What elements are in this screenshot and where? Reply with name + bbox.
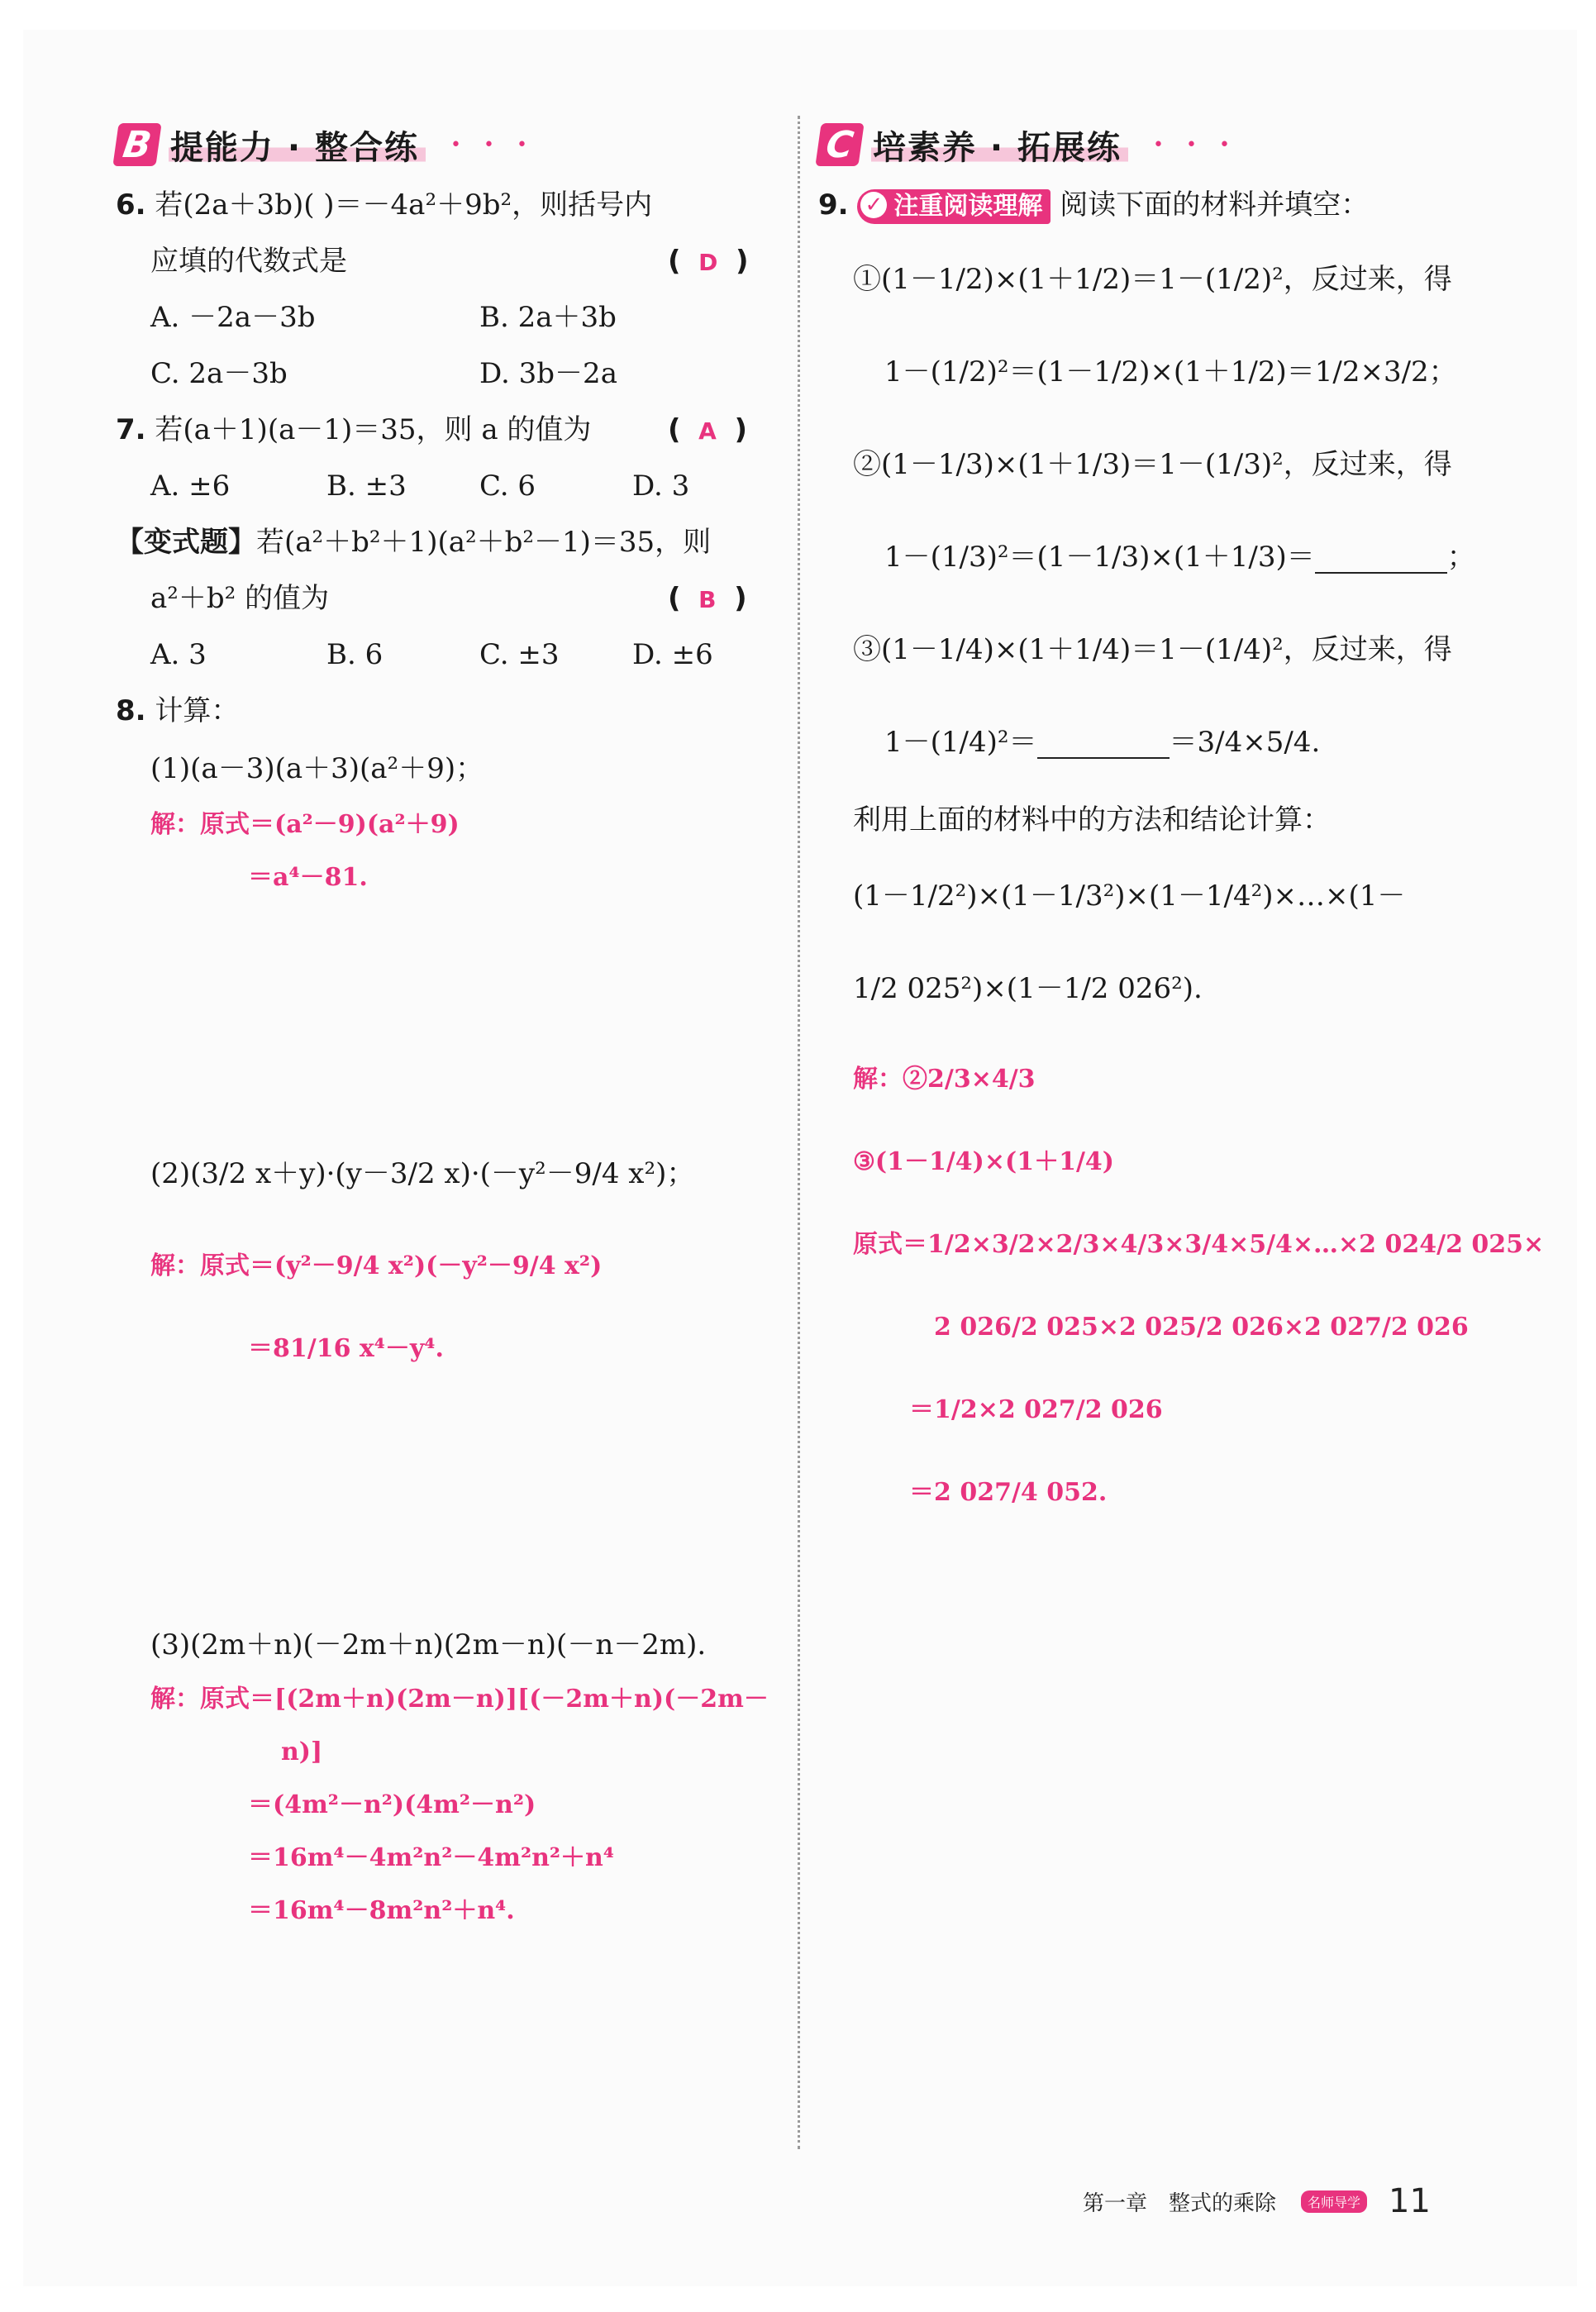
q9-line3: ②(1－1/3)×(1＋1/3)＝1－(1/3)²，反过来，得 xyxy=(853,448,1452,481)
q8-part1: (1)(a－3)(a＋3)(a²＋9)； xyxy=(150,752,484,785)
section-c-title: 培素养 · 拓展练 xyxy=(871,122,1128,169)
q9-line6-right: ＝3/4×5/4. xyxy=(1169,726,1321,759)
q8-solution3-line5: ＝16m⁴－8m²n²＋n⁴. xyxy=(248,1896,515,1925)
q7-answer-paren: ( A ) xyxy=(668,413,748,446)
q6-stem-line2: 应填的代数式是 xyxy=(150,245,347,278)
q9-solution-line2: ③(1－1/4)×(1＋1/4) xyxy=(853,1147,1114,1176)
q9-solution-line4: 2 026/2 025×2 025/2 026×2 027/2 026 xyxy=(934,1313,1469,1342)
q9-line4 xyxy=(884,541,1475,574)
q8-solution2-line1: 解：原式＝(y²－9/4 x²)(－y²－9/4 x²) xyxy=(150,1251,603,1280)
q8-solution3-line2: n)] xyxy=(281,1738,323,1766)
q6-stem-line1: 若(2a＋3b)( )＝－4a²＋9b²，则括号内 xyxy=(155,188,653,222)
q9-line6 xyxy=(884,726,1320,759)
q8-solution3-line3: ＝(4m²－n²)(4m²－n²) xyxy=(248,1790,536,1819)
q6-answer: D xyxy=(698,249,718,276)
q7-number: 7. xyxy=(116,413,146,446)
publisher-logo: 名师导学 xyxy=(1301,2190,1367,2213)
q9-solution-line1: 解：②2/3×4/3 xyxy=(853,1065,1036,1094)
q9-number: 9. xyxy=(818,188,849,222)
q6-stem xyxy=(116,188,652,222)
q6-number: 6. xyxy=(116,188,146,222)
q6-option-d: D. 3b－2a xyxy=(479,357,617,390)
section-b-header xyxy=(116,116,536,174)
q7-variant-option-b: B. 6 xyxy=(326,638,384,671)
q7-option-d: D. 3 xyxy=(632,470,690,503)
q7-variant-label: 【变式题】 xyxy=(116,526,256,559)
q8-part2: (2)(3/2 x＋y)·(y－3/2 x)·(－y²－9/4 x²)； xyxy=(150,1157,695,1190)
q9-line5: ③(1－1/4)×(1＋1/4)＝1－(1/4)²，反过来，得 xyxy=(853,633,1452,666)
q9-tag xyxy=(857,189,1051,224)
q7-variant-line1: 若(a²＋b²＋1)(a²＋b²－1)＝35，则 xyxy=(256,526,712,559)
section-b-badge: B xyxy=(112,123,161,166)
q7-answer: A xyxy=(698,417,717,445)
q7-variant-answer-paren: ( B ) xyxy=(668,582,747,615)
q9-blank-3 xyxy=(1037,732,1170,759)
section-c-header xyxy=(818,116,1238,174)
q7-variant xyxy=(116,526,711,559)
q9-intro: 阅读下面的材料并填空： xyxy=(1060,188,1370,222)
q8-part3: (3)(2m＋n)(－2m＋n)(2m－n)(－n－2m). xyxy=(150,1628,707,1661)
q8-number: 8. xyxy=(116,694,146,727)
q9-line2: 1－(1/2)²＝(1－1/2)×(1＋1/2)＝1/2×3/2； xyxy=(884,355,1457,389)
q8-solution1-line1: 解：原式＝(a²－9)(a²＋9) xyxy=(150,810,460,839)
q7-variant-option-d: D. ±6 xyxy=(632,638,713,671)
section-b-dots: • • • xyxy=(450,134,536,155)
q9-solution-line5: ＝1/2×2 027/2 026 xyxy=(909,1395,1163,1424)
check-icon: ✓ xyxy=(860,192,887,218)
q8-stem-text: 计算： xyxy=(155,694,240,727)
q7-variant-option-a: A. 3 xyxy=(150,638,207,671)
q7-variant-option-c: C. ±3 xyxy=(479,638,560,671)
q9-expression-line2: 1/2 025²)×(1－1/2 026²). xyxy=(853,972,1203,1005)
q9-tag-text: 注重阅读理解 xyxy=(893,192,1043,221)
q9-line1: ①(1－1/2)×(1＋1/2)＝1－(1/2)²，反过来，得 xyxy=(853,263,1452,296)
q9-stem xyxy=(818,188,1369,224)
q8-solution3-line1: 解：原式＝[(2m＋n)(2m－n)][(－2m＋n)(－2m－ xyxy=(150,1685,769,1714)
q7-stem-text: 若(a＋1)(a－1)＝35，则 a 的值为 xyxy=(155,413,592,446)
section-c-dots: • • • xyxy=(1153,134,1238,155)
q9-solution-line3: 原式＝1/2×3/2×2/3×4/3×3/4×5/4×…×2 024/2 025× xyxy=(853,1230,1545,1259)
q9-expression-line1: (1－1/2²)×(1－1/3²)×(1－1/4²)×…×(1－ xyxy=(853,880,1406,913)
q7-stem xyxy=(116,413,591,446)
q9-task: 利用上面的材料中的方法和结论计算： xyxy=(853,803,1331,837)
q8-stem xyxy=(116,694,239,727)
section-b-title: 提能力 · 整合练 xyxy=(169,122,426,169)
column-divider xyxy=(798,116,800,2149)
q6-option-c: C. 2a－3b xyxy=(150,357,288,390)
q9-line4-text: 1－(1/3)²＝(1－1/3)×(1＋1/3)＝ xyxy=(884,541,1315,574)
q6-answer-paren: ( D ) xyxy=(668,245,749,278)
q6-option-a: A. －2a－3b xyxy=(150,301,316,334)
chapter-title: 第一章 整式的乘除 xyxy=(1083,2190,1277,2216)
section-c-badge: C xyxy=(815,123,864,166)
q8-solution1-line2: ＝a⁴－81. xyxy=(248,863,368,892)
q7-option-b: B. ±3 xyxy=(326,470,407,503)
q9-solution-line6: ＝2 027/4 052. xyxy=(909,1478,1108,1507)
q7-option-a: A. ±6 xyxy=(150,470,231,503)
q7-option-c: C. 6 xyxy=(479,470,536,503)
q7-variant-answer: B xyxy=(698,586,717,613)
page-number: 11 xyxy=(1389,2182,1431,2220)
q6-option-b: B. 2a＋3b xyxy=(479,301,617,334)
q9-line6-left: 1－(1/4)²＝ xyxy=(884,726,1037,759)
q8-solution3-line4: ＝16m⁴－4m²n²－4m²n²＋n⁴ xyxy=(248,1843,614,1872)
page-footer xyxy=(1083,2182,1431,2220)
q9-blank-2 xyxy=(1315,547,1447,574)
q7-variant-line2: a²＋b² 的值为 xyxy=(150,582,330,615)
q8-solution2-line2: ＝81/16 x⁴－y⁴. xyxy=(248,1334,444,1363)
q9-line4-end: ； xyxy=(1446,541,1475,574)
